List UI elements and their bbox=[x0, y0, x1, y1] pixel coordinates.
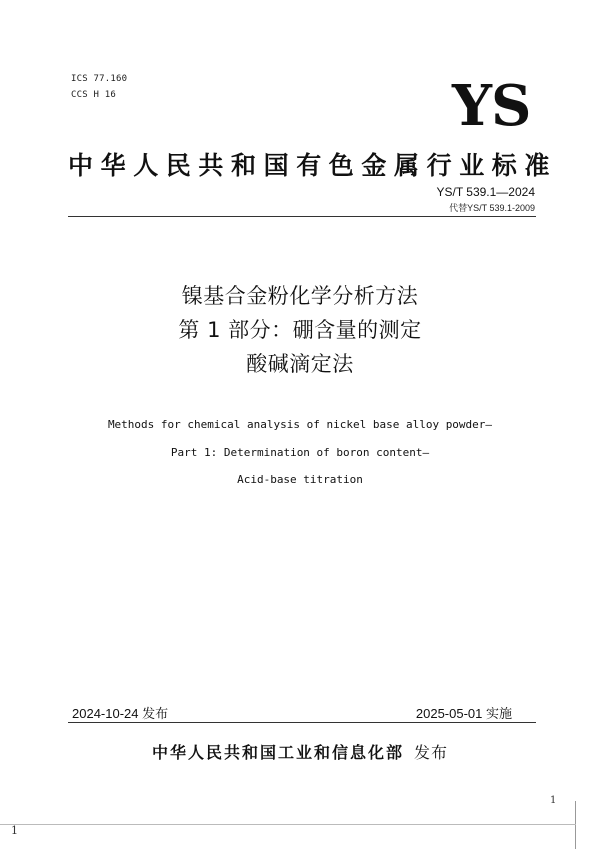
title-zh-line-3: 酸碱滴定法 bbox=[246, 352, 354, 376]
standard-class-title: 中华人民共和国有色金属行业标准 bbox=[68, 151, 558, 180]
issue-date: 2024-10-24 发布 bbox=[72, 706, 169, 721]
implementation-date: 2025-05-01 实施 bbox=[415, 706, 512, 721]
crop-mark-vertical bbox=[575, 801, 576, 849]
title-zh-line-2: 第 1 部分：硼含量的测定 bbox=[178, 318, 422, 342]
publisher-suffix: 发布 bbox=[414, 743, 449, 762]
page-mark-right: 1 bbox=[550, 795, 557, 806]
title-en-line-1: Methods for chemical analysis of nickel base alloy powder— bbox=[107, 418, 493, 431]
publisher-name: 中华人民共和国工业和信息化部 bbox=[151, 743, 404, 762]
page-mark-left: 1 bbox=[11, 824, 18, 837]
title-en-line-3: Acid-base titration bbox=[237, 473, 363, 486]
ics-code: ICS 77.160 bbox=[71, 74, 128, 84]
footer-divider bbox=[68, 722, 536, 723]
replaces-standard: 代替YS/T 539.1-2009 bbox=[449, 203, 535, 213]
title-zh-line-1: 镍基合金粉化学分析方法 bbox=[181, 284, 419, 308]
ccs-code: CCS H 16 bbox=[71, 90, 116, 100]
title-en-line-2: Part 1: Determination of boron content— bbox=[170, 446, 430, 459]
header-divider bbox=[68, 216, 536, 217]
ys-logo: YS bbox=[452, 73, 531, 139]
publisher bbox=[0, 740, 600, 763]
crop-mark-horizontal bbox=[0, 824, 576, 825]
standard-number: YS/T 539.1—2024 bbox=[436, 185, 535, 199]
